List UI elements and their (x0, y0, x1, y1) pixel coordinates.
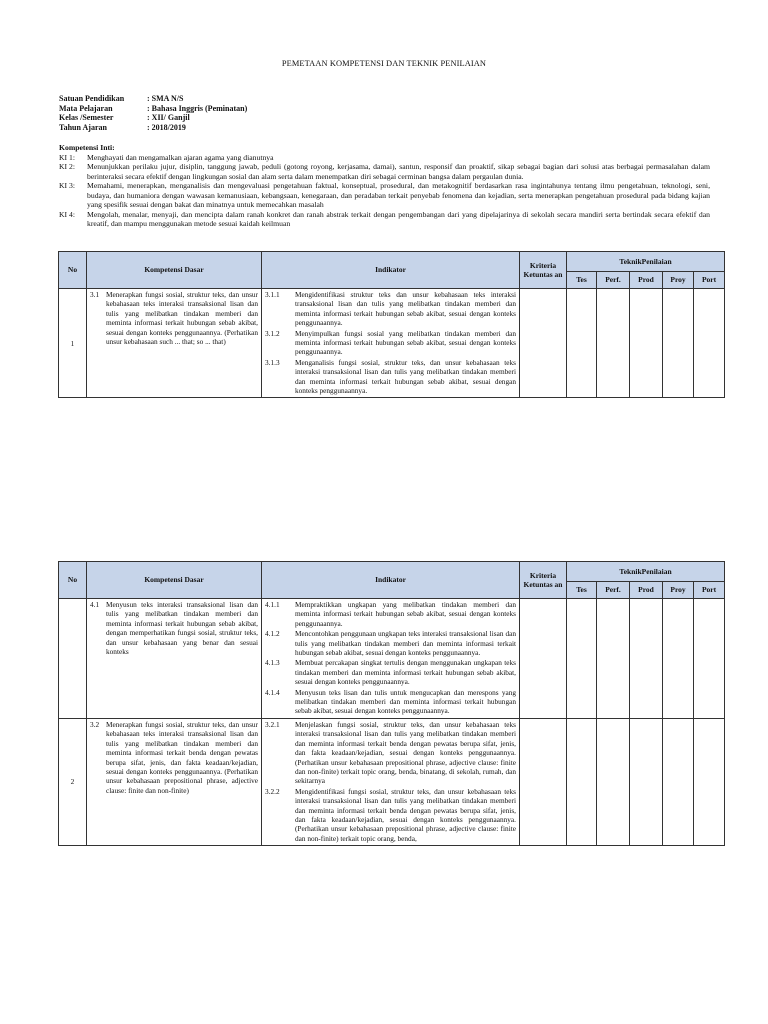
kd-cell (87, 718, 262, 845)
kd-code: 3.2 (90, 719, 100, 729)
prod-cell (630, 718, 663, 845)
header-teknik-penilaian: TeknikPenilaian (567, 562, 725, 582)
kd-cell (87, 599, 262, 719)
kriteria-cell (520, 289, 567, 398)
header-port: Port (694, 582, 725, 599)
indikator-cell (262, 599, 520, 719)
kd-text: Menerapkan fungsi sosial, struktur teks, dan unsur kebahasaan teks interaksi transaksional lisan dan tulis yang melibatkan tindakan memberi dan meminta informasi terkait hubungan sebab akibat, sesuai dengan konteks penggunaannya. (Perhatikan unsur kebahasaan such ... that; so ... that) (106, 290, 258, 347)
indikator-item: 3.2.1 Menjelaskan fungsi sosial, struktur teks, dan unsur kebahasaan teks interaksi transaksional lisan dan tulis yang melibatkan tindakan memberi dan meminta informasi terkait benda dengan pewatas berupa sifat, jenis, dan fakta keadaan/kejadian, sesuai dengan konteks penggunaannya. (Perhatikan unsur kebahasaan prepositional phrase, adjective clause: finite dan non-finite) terkait topic orang, benda, binatang, di sekolah, rumah, dan sekitarnya (265, 719, 516, 786)
row-number: 2 (59, 718, 87, 845)
indikator-item: 4.1.4 Menyusun teks lisan dan tulis untuk mengucapkan dan merespons yang melibatkan tindakan memberi dan meminta informasi terkait hubungan sebab akibat, sesuai dengan konteks penggunaannya. (265, 687, 516, 716)
header-tes: Tes (567, 272, 597, 289)
kd-code: 3.1 (90, 290, 100, 299)
indikator-item: 3.2.2 Mengidentifikasi fungsi sosial, struktur teks, dan unsur kebahasaan teks interaksi transaksional lisan dan tulis yang melibatkan tindakan memberi dan meminta informasi terkait benda dengan pewatas berupa sifat, jenis, dan fakta keadaan/kejadian, sesuai dengan konteks penggunaannya. (Perhatikan unsur kebahasaan prepositional phrase, adjective clause: finite dan non-finite) terkait topic orang, benda, (265, 786, 516, 843)
indikator-item: 3.1.2 Menyimpulkan fungsi sosial yang melibatkan tindakan memberi dan meminta informasi terkait hubungan sebab akibat, sesuai dengan konteks penggunaannya. (265, 328, 516, 357)
kriteria-cell (520, 718, 567, 845)
perf-cell (597, 599, 630, 719)
header-teknik-penilaian: TeknikPenilaian (567, 252, 725, 272)
kd-cell (87, 289, 262, 398)
tes-cell (567, 289, 597, 398)
header-indikator: Indikator (262, 562, 520, 599)
identity-block (59, 94, 247, 132)
kriteria-cell (520, 599, 567, 719)
header-port: Port (694, 272, 725, 289)
kd-text: Menerapkan fungsi sosial, struktur teks, dan unsur kebahasaan teks interaksi transaksional lisan dan tulis yang melibatkan tindakan memberi dan meminta informasi terkait benda dengan pewatas berupa sifat, jenis, dan fakta keadaan/kejadian, sesuai dengan konteks penggunaannya. (Perhatikan unsur kebahasaan prepositional phrase, adjective clause: finite dan non-finite) (106, 719, 258, 795)
assessment-table-2 (58, 561, 725, 846)
header-perf: Perf. (597, 272, 630, 289)
header-kriteria: Kriteria Ketuntas an (520, 252, 567, 289)
ki-item: KI 2: Menunjukkan perilaku jujur, disiplin, tanggung jawab, peduli (gotong royong, kerjasama, damai), santun, responsif dan proaktif, sikap sebagai bagian dari solusi atas berbagai permasalahan dalam berinteraksi secara efektif dengan lingkungan sosial dan alam serta dalam menempatkan diri sebagai cerminan bangsa dalam pergaulan dunia. (59, 162, 710, 181)
page-title: PEMETAAN KOMPETENSI DAN TEKNIK PENILAIAN (281, 59, 487, 68)
meta-row-satuan: Satuan Pendidikan : SMA N/S (59, 94, 184, 103)
header-indikator: Indikator (262, 252, 520, 289)
kd-text: Menyusun teks interaksi transaksional lisan dan tulis yang melibatkan tindakan memberi dan meminta informasi terkait hubungan sebab akibat, dengan memperhatikan fungsi sosial, struktur teks, dan unsur kebahasaan yang benar dan sesuai konteks (106, 600, 258, 657)
table-row (59, 599, 725, 719)
port-cell (694, 289, 725, 398)
proy-cell (663, 289, 694, 398)
indikator-item: 4.1.3 Membuat percakapan singkat tertulis dengan menggunakan ungkapan teks tindakan memberi dan meminta informasi terkait hubungan sebab akibat, sesuai dengan konteks penggunaannya. (265, 658, 516, 687)
indikator-cell (262, 718, 520, 845)
indikator-item: 4.1.1 Mempraktikkan ungkapan yang melibatkan tindakan memberi dan meminta informasi terkait hubungan sebab akibat, sesuai dengan konteks penggunaannya. (265, 600, 516, 628)
table-row (59, 289, 725, 398)
header-no: No (59, 252, 87, 289)
ki-item: KI 4: Mengolah, menalar, menyaji, dan mencipta dalam ranah konkret dan ranah abstrak terkait dengan pengembangan dari yang dipelajarinya di sekolah secara mandiri serta bertindak secara efektif dan kreatif, dan mampu menggunakan metode sesuai kaidah keilmuan (59, 209, 710, 228)
table-row (59, 718, 725, 845)
header-proy: Proy (663, 272, 694, 289)
prod-cell (630, 289, 663, 398)
header-kompetensi-dasar: Kompetensi Dasar (87, 252, 262, 289)
row-number (59, 599, 87, 719)
header-no: No (59, 562, 87, 599)
indikator-item: 3.1.1 Mengidentifikasi struktur teks dan unsur kebahasaan teks interaksi transaksional lisan dan tulis yang melibatkan tindakan memberi dan meminta informasi terkait hubungan sebab akibat, sesuai dengan konteks penggunaannya. (265, 290, 516, 328)
indikator-item: 3.1.3 Menganalisis fungsi sosial, struktur teks, dan unsur kebahasaan teks interaksi transaksional lisan dan tulis yang melibatkan tindakan memberi dan meminta informasi terkait hubungan sebab akibat, sesuai dengan konteks penggunaannya. (265, 357, 516, 396)
port-cell (694, 718, 725, 845)
header-prod: Prod (630, 272, 663, 289)
meta-row-mapel: Mata Pelajaran : Bahasa Inggris (Peminatan) (59, 103, 248, 113)
kd-code: 4.1 (90, 600, 100, 609)
proy-cell (663, 599, 694, 719)
tes-cell (567, 718, 597, 845)
row-number: 1 (59, 289, 87, 398)
header-perf: Perf. (597, 582, 630, 599)
header-kompetensi-dasar: Kompetensi Dasar (87, 562, 262, 599)
assessment-table-1 (58, 251, 725, 398)
ki-item: KI 3: Memahami, menerapkan, menganalisis dan mengevaluasi pengetahuan faktual, konseptual, prosedural, dan metakognitif berdasarkan rasa ingintahunya tentang ilmu pengetahuan, teknologi, seni, budaya, dan humaniora dengan wawasan kemanusiaan, kebangsaan, kenegaraan, dan peradaban terkait penyebab fenomena dan kejadian, serta menerapkan pengetahuan prosedural pada bidang kajian yang spesifik sesuai dengan bakat dan minatnya untuk memecahkan masalah (59, 181, 710, 209)
header-tes: Tes (567, 582, 597, 599)
indikator-cell (262, 289, 520, 398)
header-proy: Proy (663, 582, 694, 599)
meta-row-tahun: Tahun Ajaran : 2018/2019 (59, 122, 186, 132)
header-kriteria: Kriteria Ketuntas an (520, 562, 567, 599)
perf-cell (597, 289, 630, 398)
indikator-item: 4.1.2 Mencontohkan penggunaan ungkapan teks interaksi transaksional lisan dan tulis yang melibatkan tindakan memberi dan meminta informasi terkait hubungan sebab akibat, sesuai dengan konteks penggunaannya. (265, 629, 516, 658)
meta-row-kelas: Kelas /Semester : XII/ Ganjil (59, 113, 190, 122)
proy-cell (663, 718, 694, 845)
prod-cell (630, 599, 663, 719)
ki-heading: Kompetensi Inti: (59, 143, 115, 152)
tes-cell (567, 599, 597, 719)
port-cell (694, 599, 725, 719)
kompetensi-inti (59, 143, 710, 229)
ki-item: KI 1: Menghayati dan mengamalkan ajaran agama yang dianutnya (59, 152, 274, 162)
perf-cell (597, 718, 630, 845)
header-prod: Prod (630, 582, 663, 599)
